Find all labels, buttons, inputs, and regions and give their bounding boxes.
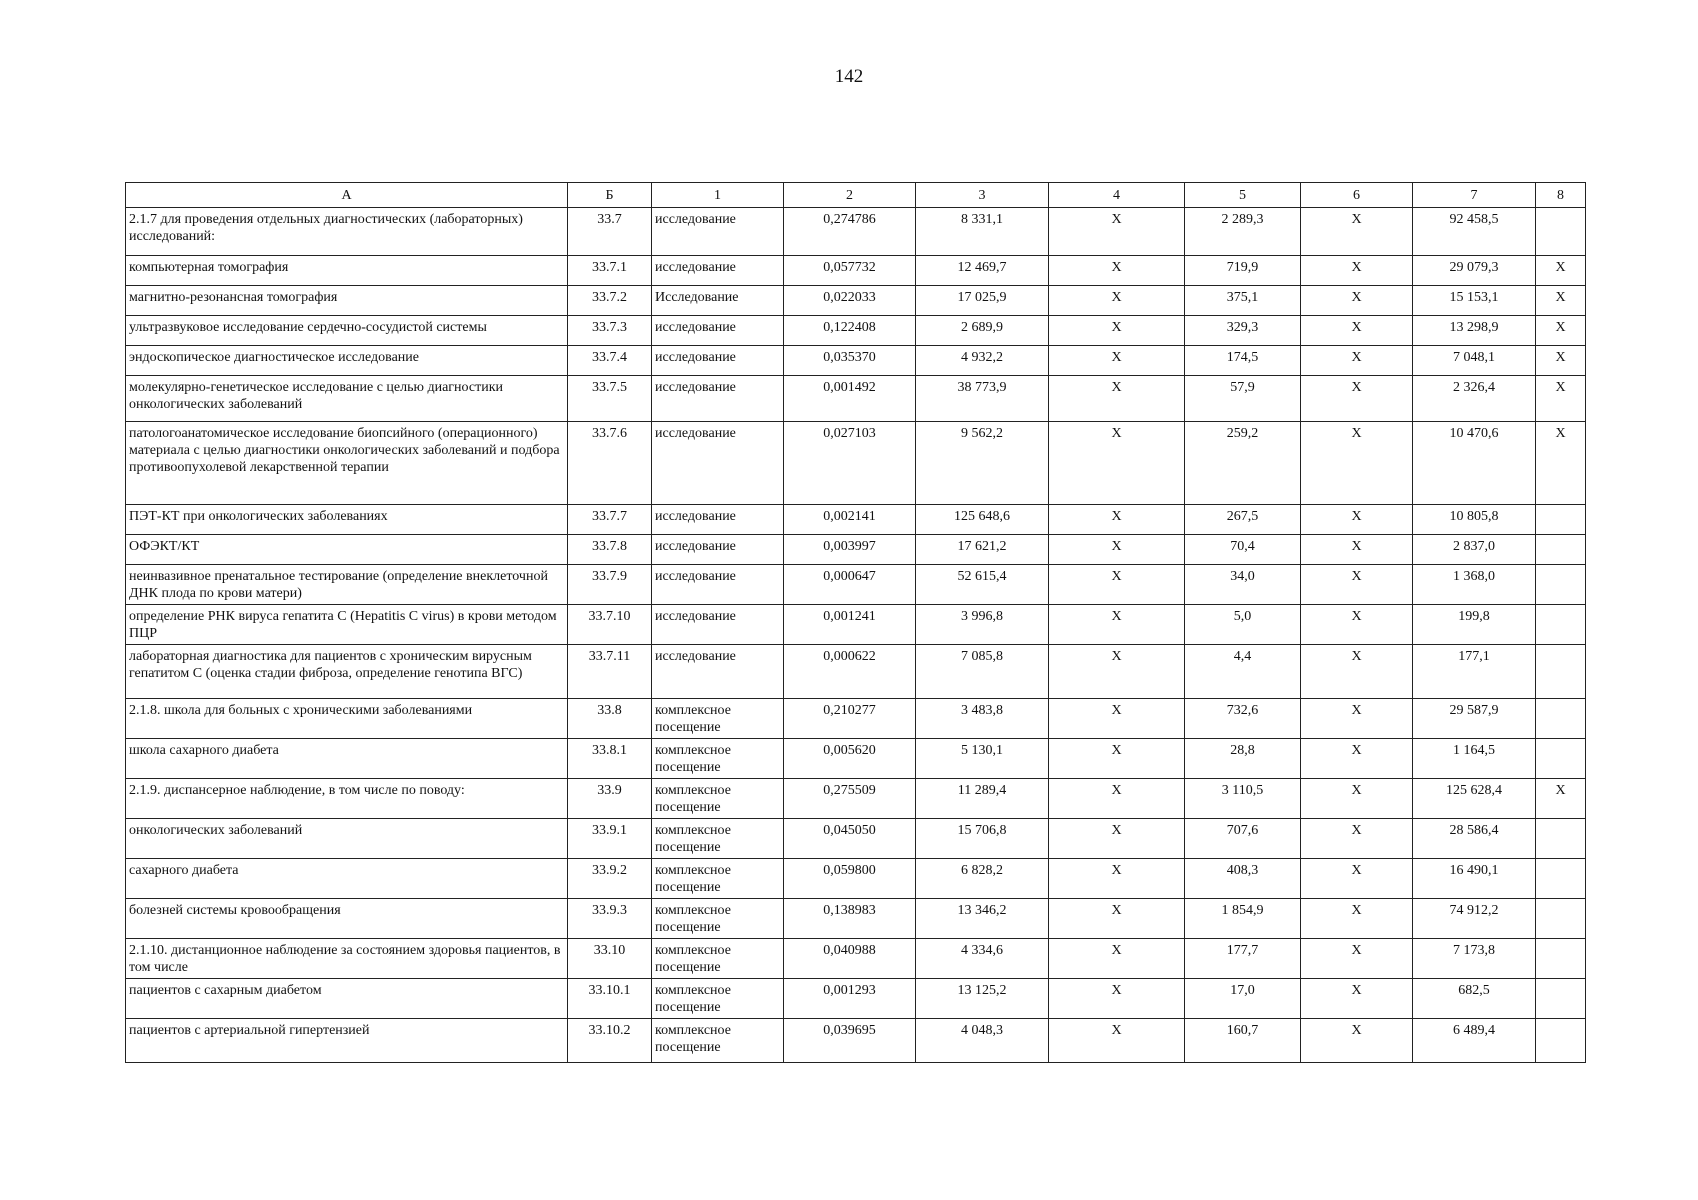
col-header: 8 bbox=[1536, 183, 1586, 208]
col-4-value: Х bbox=[1049, 422, 1185, 505]
col-5-value: 5,0 bbox=[1185, 605, 1301, 645]
col-2-value: 0,057732 bbox=[784, 256, 916, 286]
col-2-value: 0,000622 bbox=[784, 645, 916, 699]
col-5-value: 329,3 bbox=[1185, 316, 1301, 346]
col-7-value: 15 153,1 bbox=[1413, 286, 1536, 316]
col-2-value: 0,000647 bbox=[784, 565, 916, 605]
col-7-value: 16 490,1 bbox=[1413, 859, 1536, 899]
col-5-value: 707,6 bbox=[1185, 819, 1301, 859]
col-6-value: Х bbox=[1301, 739, 1413, 779]
col-8-value: Х bbox=[1536, 346, 1586, 376]
col-4-value: Х bbox=[1049, 739, 1185, 779]
col-6-value: Х bbox=[1301, 1019, 1413, 1063]
row-label: школа сахарного диабета bbox=[126, 739, 568, 779]
col-3-value: 5 130,1 bbox=[916, 739, 1049, 779]
row-label: ПЭТ-КТ при онкологических заболеваниях bbox=[126, 505, 568, 535]
col-header: 3 bbox=[916, 183, 1049, 208]
col-6-value: Х bbox=[1301, 979, 1413, 1019]
col-6-value: Х bbox=[1301, 286, 1413, 316]
unit: комплексное посещение bbox=[652, 819, 784, 859]
col-header: А bbox=[126, 183, 568, 208]
row-code: 33.7.2 bbox=[568, 286, 652, 316]
col-7-value: 177,1 bbox=[1413, 645, 1536, 699]
col-8-value bbox=[1536, 739, 1586, 779]
col-7-value: 92 458,5 bbox=[1413, 208, 1536, 256]
col-2-value: 0,001241 bbox=[784, 605, 916, 645]
col-header: 7 bbox=[1413, 183, 1536, 208]
table-row bbox=[126, 422, 1586, 505]
col-6-value: Х bbox=[1301, 645, 1413, 699]
row-label: пациентов с артериальной гипертензией bbox=[126, 1019, 568, 1063]
row-code: 33.9.1 bbox=[568, 819, 652, 859]
col-3-value: 125 648,6 bbox=[916, 505, 1049, 535]
col-4-value: Х bbox=[1049, 779, 1185, 819]
col-4-value: Х bbox=[1049, 208, 1185, 256]
col-3-value: 4 932,2 bbox=[916, 346, 1049, 376]
row-code: 33.7.9 bbox=[568, 565, 652, 605]
col-2-value: 0,210277 bbox=[784, 699, 916, 739]
col-4-value: Х bbox=[1049, 565, 1185, 605]
col-5-value: 259,2 bbox=[1185, 422, 1301, 505]
col-7-value: 7 173,8 bbox=[1413, 939, 1536, 979]
col-2-value: 0,040988 bbox=[784, 939, 916, 979]
col-2-value: 0,138983 bbox=[784, 899, 916, 939]
col-2-value: 0,122408 bbox=[784, 316, 916, 346]
table-row bbox=[126, 505, 1586, 535]
row-label: неинвазивное пренатальное тестирование (определение внеклеточной ДНК плода по крови матери) bbox=[126, 565, 568, 605]
unit: комплексное посещение bbox=[652, 1019, 784, 1063]
col-7-value: 10 470,6 bbox=[1413, 422, 1536, 505]
col-8-value bbox=[1536, 565, 1586, 605]
row-code: 33.7.5 bbox=[568, 376, 652, 422]
col-6-value: Х bbox=[1301, 208, 1413, 256]
col-6-value: Х bbox=[1301, 316, 1413, 346]
col-2-value: 0,027103 bbox=[784, 422, 916, 505]
unit: исследование bbox=[652, 422, 784, 505]
col-5-value: 408,3 bbox=[1185, 859, 1301, 899]
col-7-value: 2 326,4 bbox=[1413, 376, 1536, 422]
col-7-value: 125 628,4 bbox=[1413, 779, 1536, 819]
col-3-value: 13 125,2 bbox=[916, 979, 1049, 1019]
unit: исследование bbox=[652, 208, 784, 256]
col-5-value: 719,9 bbox=[1185, 256, 1301, 286]
row-code: 33.7.4 bbox=[568, 346, 652, 376]
col-3-value: 3 996,8 bbox=[916, 605, 1049, 645]
unit: комплексное посещение bbox=[652, 899, 784, 939]
row-label: 2.1.10. дистанционное наблюдение за состоянием здоровья пациентов, в том числе bbox=[126, 939, 568, 979]
col-header: 6 bbox=[1301, 183, 1413, 208]
col-5-value: 57,9 bbox=[1185, 376, 1301, 422]
col-7-value: 682,5 bbox=[1413, 979, 1536, 1019]
col-6-value: Х bbox=[1301, 899, 1413, 939]
col-5-value: 34,0 bbox=[1185, 565, 1301, 605]
table-row bbox=[126, 979, 1586, 1019]
col-3-value: 8 331,1 bbox=[916, 208, 1049, 256]
unit: комплексное посещение bbox=[652, 939, 784, 979]
col-8-value bbox=[1536, 899, 1586, 939]
col-5-value: 174,5 bbox=[1185, 346, 1301, 376]
col-8-value bbox=[1536, 819, 1586, 859]
col-3-value: 3 483,8 bbox=[916, 699, 1049, 739]
col-7-value: 10 805,8 bbox=[1413, 505, 1536, 535]
table-row bbox=[126, 939, 1586, 979]
row-code: 33.9 bbox=[568, 779, 652, 819]
col-3-value: 4 048,3 bbox=[916, 1019, 1049, 1063]
col-7-value: 29 079,3 bbox=[1413, 256, 1536, 286]
col-4-value: Х bbox=[1049, 505, 1185, 535]
row-label: компьютерная томография bbox=[126, 256, 568, 286]
col-4-value: Х bbox=[1049, 645, 1185, 699]
col-2-value: 0,039695 bbox=[784, 1019, 916, 1063]
col-8-value bbox=[1536, 645, 1586, 699]
unit: исследование bbox=[652, 645, 784, 699]
col-4-value: Х bbox=[1049, 939, 1185, 979]
col-3-value: 13 346,2 bbox=[916, 899, 1049, 939]
col-2-value: 0,001492 bbox=[784, 376, 916, 422]
unit: комплексное посещение bbox=[652, 859, 784, 899]
col-5-value: 1 854,9 bbox=[1185, 899, 1301, 939]
row-code: 33.9.2 bbox=[568, 859, 652, 899]
unit: исследование bbox=[652, 505, 784, 535]
table-row bbox=[126, 779, 1586, 819]
table-row bbox=[126, 1019, 1586, 1063]
col-6-value: Х bbox=[1301, 376, 1413, 422]
unit: исследование bbox=[652, 605, 784, 645]
col-5-value: 28,8 bbox=[1185, 739, 1301, 779]
row-label: патологоанатомическое исследование биопсийного (операционного) материала с целью диагностики онкологических заболеваний и подбора противоопухолевой лекарственной терапии bbox=[126, 422, 568, 505]
col-7-value: 28 586,4 bbox=[1413, 819, 1536, 859]
col-header: Б bbox=[568, 183, 652, 208]
row-label: лабораторная диагностика для пациентов с хроническим вирусным гепатитом С (оценка стадии фиброза, определение генотипа ВГС) bbox=[126, 645, 568, 699]
row-label: ультразвуковое исследование сердечно-сосудистой системы bbox=[126, 316, 568, 346]
col-3-value: 15 706,8 bbox=[916, 819, 1049, 859]
col-4-value: Х bbox=[1049, 376, 1185, 422]
unit: исследование bbox=[652, 316, 784, 346]
col-3-value: 4 334,6 bbox=[916, 939, 1049, 979]
col-2-value: 0,274786 bbox=[784, 208, 916, 256]
col-8-value: Х bbox=[1536, 779, 1586, 819]
col-3-value: 2 689,9 bbox=[916, 316, 1049, 346]
table-row bbox=[126, 535, 1586, 565]
col-6-value: Х bbox=[1301, 939, 1413, 979]
col-3-value: 17 025,9 bbox=[916, 286, 1049, 316]
col-8-value: Х bbox=[1536, 376, 1586, 422]
col-6-value: Х bbox=[1301, 256, 1413, 286]
unit: комплексное посещение bbox=[652, 699, 784, 739]
unit: исследование bbox=[652, 256, 784, 286]
unit: комплексное посещение bbox=[652, 979, 784, 1019]
unit: исследование bbox=[652, 376, 784, 422]
col-header: 1 bbox=[652, 183, 784, 208]
col-7-value: 1 164,5 bbox=[1413, 739, 1536, 779]
col-7-value: 1 368,0 bbox=[1413, 565, 1536, 605]
col-2-value: 0,003997 bbox=[784, 535, 916, 565]
row-label: молекулярно-генетическое исследование с целью диагностики онкологических заболеваний bbox=[126, 376, 568, 422]
table-row bbox=[126, 899, 1586, 939]
row-code: 33.10 bbox=[568, 939, 652, 979]
unit: исследование bbox=[652, 535, 784, 565]
row-label: 2.1.7 для проведения отдельных диагностических (лабораторных) исследований: bbox=[126, 208, 568, 256]
col-5-value: 70,4 bbox=[1185, 535, 1301, 565]
row-code: 33.9.3 bbox=[568, 899, 652, 939]
table-body bbox=[126, 208, 1586, 1063]
table-row bbox=[126, 645, 1586, 699]
col-header: 4 bbox=[1049, 183, 1185, 208]
col-8-value: Х bbox=[1536, 316, 1586, 346]
col-4-value: Х bbox=[1049, 859, 1185, 899]
unit: комплексное посещение bbox=[652, 739, 784, 779]
row-code: 33.7.1 bbox=[568, 256, 652, 286]
col-8-value bbox=[1536, 979, 1586, 1019]
row-code: 33.7.8 bbox=[568, 535, 652, 565]
col-4-value: Х bbox=[1049, 256, 1185, 286]
col-7-value: 2 837,0 bbox=[1413, 535, 1536, 565]
col-5-value: 267,5 bbox=[1185, 505, 1301, 535]
col-6-value: Х bbox=[1301, 505, 1413, 535]
col-8-value: Х bbox=[1536, 286, 1586, 316]
col-6-value: Х bbox=[1301, 535, 1413, 565]
col-7-value: 13 298,9 bbox=[1413, 316, 1536, 346]
col-4-value: Х bbox=[1049, 535, 1185, 565]
table-row bbox=[126, 376, 1586, 422]
col-8-value bbox=[1536, 535, 1586, 565]
col-6-value: Х bbox=[1301, 779, 1413, 819]
col-2-value: 0,022033 bbox=[784, 286, 916, 316]
col-6-value: Х bbox=[1301, 699, 1413, 739]
col-2-value: 0,035370 bbox=[784, 346, 916, 376]
col-header: 5 bbox=[1185, 183, 1301, 208]
table-row bbox=[126, 819, 1586, 859]
col-3-value: 12 469,7 bbox=[916, 256, 1049, 286]
row-code: 33.7.10 bbox=[568, 605, 652, 645]
col-8-value bbox=[1536, 939, 1586, 979]
col-6-value: Х bbox=[1301, 346, 1413, 376]
row-code: 33.8.1 bbox=[568, 739, 652, 779]
col-6-value: Х bbox=[1301, 605, 1413, 645]
row-label: онкологических заболеваний bbox=[126, 819, 568, 859]
col-3-value: 17 621,2 bbox=[916, 535, 1049, 565]
row-code: 33.10.2 bbox=[568, 1019, 652, 1063]
col-6-value: Х bbox=[1301, 859, 1413, 899]
row-label: пациентов с сахарным диабетом bbox=[126, 979, 568, 1019]
col-5-value: 160,7 bbox=[1185, 1019, 1301, 1063]
table-row bbox=[126, 208, 1586, 256]
col-8-value bbox=[1536, 505, 1586, 535]
col-4-value: Х bbox=[1049, 1019, 1185, 1063]
col-5-value: 732,6 bbox=[1185, 699, 1301, 739]
row-code: 33.8 bbox=[568, 699, 652, 739]
row-label: ОФЭКТ/КТ bbox=[126, 535, 568, 565]
col-3-value: 9 562,2 bbox=[916, 422, 1049, 505]
col-2-value: 0,045050 bbox=[784, 819, 916, 859]
table-row bbox=[126, 565, 1586, 605]
col-7-value: 29 587,9 bbox=[1413, 699, 1536, 739]
unit: Исследование bbox=[652, 286, 784, 316]
table-row bbox=[126, 256, 1586, 286]
row-label: 2.1.9. диспансерное наблюдение, в том числе по поводу: bbox=[126, 779, 568, 819]
col-3-value: 11 289,4 bbox=[916, 779, 1049, 819]
unit: исследование bbox=[652, 565, 784, 605]
row-code: 33.7.6 bbox=[568, 422, 652, 505]
col-8-value bbox=[1536, 699, 1586, 739]
row-code: 33.7 bbox=[568, 208, 652, 256]
col-7-value: 7 048,1 bbox=[1413, 346, 1536, 376]
col-4-value: Х bbox=[1049, 819, 1185, 859]
col-5-value: 375,1 bbox=[1185, 286, 1301, 316]
table-row bbox=[126, 605, 1586, 645]
data-table bbox=[125, 182, 1586, 1063]
unit: исследование bbox=[652, 346, 784, 376]
col-8-value: Х bbox=[1536, 256, 1586, 286]
header-row bbox=[126, 183, 1586, 208]
row-label: определение РНК вируса гепатита С (Hepatitis C virus) в крови методом ПЦР bbox=[126, 605, 568, 645]
col-3-value: 6 828,2 bbox=[916, 859, 1049, 899]
row-code: 33.7.3 bbox=[568, 316, 652, 346]
page-number: 142 bbox=[834, 66, 864, 87]
table-row bbox=[126, 286, 1586, 316]
col-8-value bbox=[1536, 1019, 1586, 1063]
col-8-value bbox=[1536, 859, 1586, 899]
col-5-value: 4,4 bbox=[1185, 645, 1301, 699]
col-header: 2 bbox=[784, 183, 916, 208]
col-7-value: 74 912,2 bbox=[1413, 899, 1536, 939]
unit: комплексное посещение bbox=[652, 779, 784, 819]
col-4-value: Х bbox=[1049, 346, 1185, 376]
table-row bbox=[126, 859, 1586, 899]
col-2-value: 0,005620 bbox=[784, 739, 916, 779]
col-8-value bbox=[1536, 208, 1586, 256]
col-4-value: Х bbox=[1049, 979, 1185, 1019]
row-label: 2.1.8. школа для больных с хроническими заболеваниями bbox=[126, 699, 568, 739]
col-3-value: 38 773,9 bbox=[916, 376, 1049, 422]
col-4-value: Х bbox=[1049, 316, 1185, 346]
col-4-value: Х bbox=[1049, 699, 1185, 739]
col-7-value: 199,8 bbox=[1413, 605, 1536, 645]
row-label: магнитно-резонансная томография bbox=[126, 286, 568, 316]
row-code: 33.7.11 bbox=[568, 645, 652, 699]
col-4-value: Х bbox=[1049, 286, 1185, 316]
table-row bbox=[126, 739, 1586, 779]
col-2-value: 0,275509 bbox=[784, 779, 916, 819]
col-8-value: Х bbox=[1536, 422, 1586, 505]
col-4-value: Х bbox=[1049, 899, 1185, 939]
col-6-value: Х bbox=[1301, 422, 1413, 505]
row-label: эндоскопическое диагностическое исследование bbox=[126, 346, 568, 376]
table-row bbox=[126, 316, 1586, 346]
col-4-value: Х bbox=[1049, 605, 1185, 645]
row-code: 33.7.7 bbox=[568, 505, 652, 535]
col-5-value: 177,7 bbox=[1185, 939, 1301, 979]
col-6-value: Х bbox=[1301, 819, 1413, 859]
col-5-value: 2 289,3 bbox=[1185, 208, 1301, 256]
col-3-value: 7 085,8 bbox=[916, 645, 1049, 699]
table-row bbox=[126, 699, 1586, 739]
col-7-value: 6 489,4 bbox=[1413, 1019, 1536, 1063]
row-label: болезней системы кровообращения bbox=[126, 899, 568, 939]
col-2-value: 0,002141 bbox=[784, 505, 916, 535]
col-8-value bbox=[1536, 605, 1586, 645]
col-5-value: 17,0 bbox=[1185, 979, 1301, 1019]
table-row bbox=[126, 346, 1586, 376]
col-5-value: 3 110,5 bbox=[1185, 779, 1301, 819]
row-code: 33.10.1 bbox=[568, 979, 652, 1019]
col-2-value: 0,059800 bbox=[784, 859, 916, 899]
row-label: сахарного диабета bbox=[126, 859, 568, 899]
col-2-value: 0,001293 bbox=[784, 979, 916, 1019]
col-3-value: 52 615,4 bbox=[916, 565, 1049, 605]
col-6-value: Х bbox=[1301, 565, 1413, 605]
